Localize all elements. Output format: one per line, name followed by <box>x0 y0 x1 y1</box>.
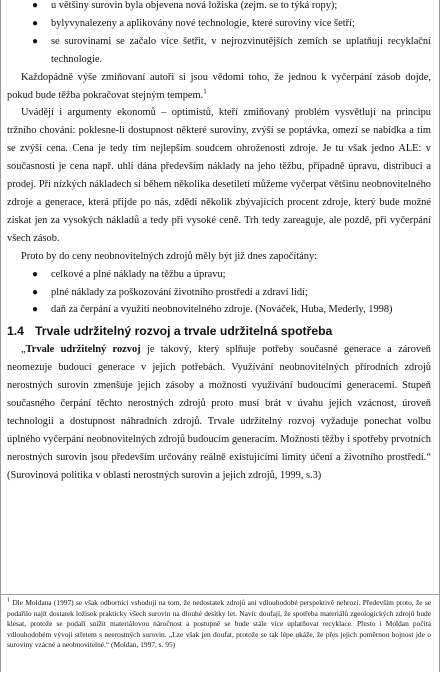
list-item: ● bylyvynalezeny a aplikovány nové technologie, které suroviny více šetří; <box>7 15 431 33</box>
footnote: $^1$ Dle Moldana (1997) se však odborníci vshodují na tom, že nedostatek zdrojů ani vdlouhodobé perspektivě nehrozí. Především proto, že se podařilo najít dostatek ložisek prakticky všech surovin na dlouhé desítky let. Navíc doufají, že spotřeba materiálů zgeologických zdrojů bude klesat, protože se podaří snížit materiálovou náročnost a postupně se bude stále více uplatňovat recyklace. Přesto i Moldan počítá vdlouhodobém vývoji střetem s neerostných surovin. „Lze však jen doufat, protože se tak lépe ukáže, že přes jejich poměrnou hojnost jde o suroviny vzácné a neobnovitelné.“ (Moldan, 1997, s. 95) <box>7 597 431 650</box>
section-number: 1.4 <box>7 324 24 339</box>
footnote-separator <box>1 594 439 595</box>
section-title: Trvale udržitelný rozvoj a trvale udržitelná spotřeba <box>35 324 333 339</box>
cost-bullet-list <box>7 266 431 320</box>
paragraph: Každopádně výše zmiňovaní autoři si jsou vědomi toho, že jednou k vyčerpání zásob dojde, pokud bude těžba pokračovat stejným tempem.$^1$ <box>7 71 431 101</box>
intro-bullet-list <box>7 0 431 69</box>
list-item: ● se surovinami se začalo více šetřit, v nejrozvinutějších zemích se uplatňují recyklační technologie. <box>7 33 431 69</box>
footnote-mark: 1 <box>7 597 10 604</box>
list-item: ● celkové a plné náklady na těžbu a úpravu; <box>7 266 431 284</box>
defined-term: Trvale udržitelný rozvoj <box>25 344 141 356</box>
bullet-icon: ● <box>32 268 39 280</box>
bullet-icon: ● <box>32 304 39 316</box>
paragraph: „Trvale udržitelný rozvoj je takový, který splňuje potřeby současné generace a zároveň neomezuje budoucí generace v jejich potřebách. Využívání neobnovitelných přírodních zdrojů nerostných surovin zmenšuje jejich zásoby a možnosti využívání budoucími generacemi. Stupeň současného čerpání těchto nerostných zdrojů proto musí brát v úvahu jejich vzácnost, úroveň technologií a dostupnost náhradních zdrojů. Trvale udržitelný rozvoj vyžaduje ponechat volbu úplného vyčerpání neobnovitelných zdrojů budoucím generacím. Možnosti těžby i spotřeby prvotních nerostných surovin jsou především určovány reálně existujícími limity účení a životního prostředí.“ (Surovinová politika v oblasti nerostných surovin a jejich zdrojů, 1999, s.3) <box>7 344 431 481</box>
list-item: ● u většiny surovin byla objevena nová ložiska (zejm. se to týká ropy); <box>7 0 431 15</box>
bullet-icon: ● <box>32 17 39 29</box>
bullet-icon: ● <box>32 0 39 11</box>
footnote-reference[interactable]: 1 <box>203 87 207 96</box>
paragraph: Uvádějí i argumenty ekonomů – optimistů, kteří zmiňovaný problém vysvětlují na principu tržního chování: poklesne-li dostupnost některé suroviny, zvýší se poptávka, omezí se nabídka a tím se zvýší cena. Cena je tedy tím nejlepším soudcem ohroženosti zdroje. Je tu však jedno ALE: v současnosti je cena např. uhlí dána především náklady na jeho těžbu, případně úpravu, distribuci a prodej. Při nízkých nákladech si během několika desetiletí můžeme vyčerpat většinu neobnovitelného zdroje a generace, která přijde po nás, zdědí několik zbývajících procent zdroje, který bude možné získat jen za vysokých nákladů a tedy při vysoké ceně. Trh tedy zareaguje, ale pozdě, při vyčerpání všech zásob. <box>7 107 431 244</box>
list-item: ● plné náklady za poškozování životního prostředí a zdraví lidí; <box>7 284 431 302</box>
bullet-icon: ● <box>32 35 39 47</box>
bullet-icon: ● <box>32 286 39 298</box>
paragraph: Proto by do ceny neobnovitelných zdrojů měly být již dnes započítány: <box>21 250 318 262</box>
list-item: ● daň za čerpání a využití neobnovitelného zdroje. (Nováček, Huba, Mederly, 1998) <box>7 301 431 319</box>
main-text <box>7 0 431 485</box>
section-heading <box>7 323 431 340</box>
